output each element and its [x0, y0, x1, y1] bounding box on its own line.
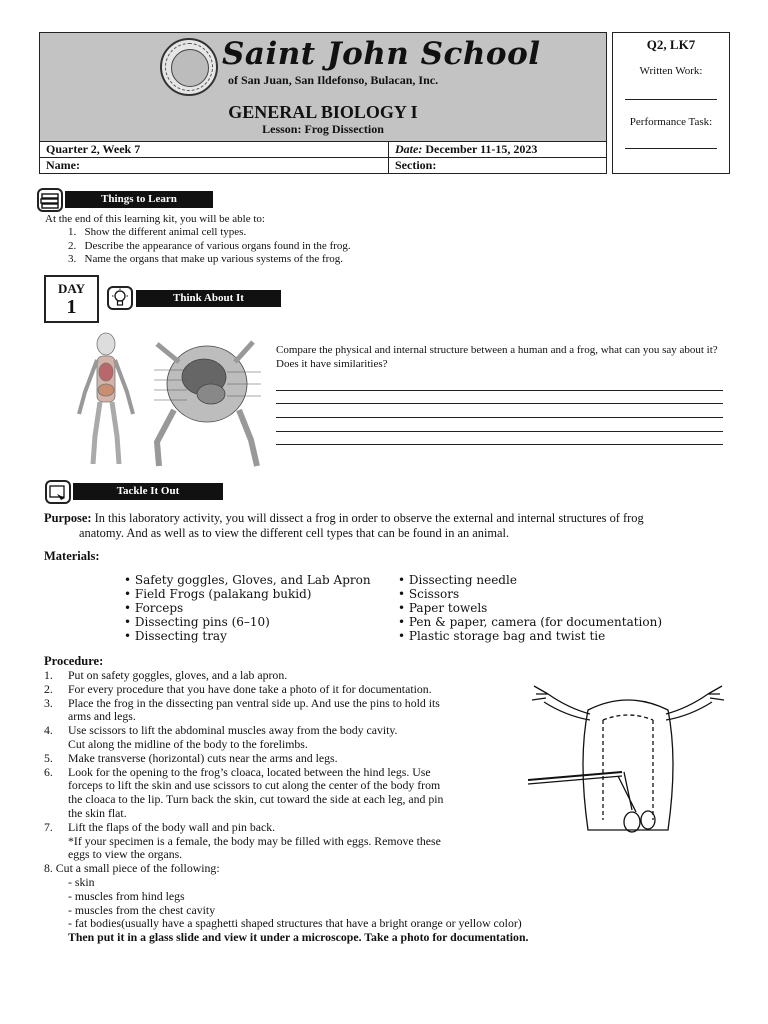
school-name: Saint John School — [222, 36, 541, 72]
list-item-continued: arms and legs. — [68, 709, 136, 724]
list-item: • Dissecting needle — [398, 573, 517, 587]
performance-task-label: Performance Task: — [629, 116, 713, 128]
purpose-paragraph: Purpose: In this laboratory activity, you will dissect a frog in order to observe the external and internal structures of frog anatomy. And as well as to view the different cell types that can be found in an animal. — [44, 511, 644, 540]
list-item: 6. Look for the opening to the frog’s cloaca, located between the hind legs. Use — [44, 764, 431, 779]
list-item-continued: Cut along the midline of the body to the forelimbs. — [68, 736, 308, 751]
list-item: - fat bodies(usually have a spaghetti shaped structures that have a bright orange or yellow color) — [68, 916, 522, 931]
hand-writing-icon — [45, 480, 71, 504]
lesson-title: Lesson: Frog Dissection — [262, 122, 384, 136]
list-item: • Dissecting tray — [124, 629, 227, 643]
kit-code: Q2, LK7 — [646, 37, 696, 52]
quarter-week: Quarter 2, Week 7 — [46, 142, 141, 156]
list-item: 3. Name the organs that make up various systems of the frog. — [68, 253, 344, 265]
list-item: 4. Use scissors to lift the abdominal muscles away from the body cavity. — [44, 723, 398, 738]
school-logo — [160, 38, 218, 96]
objectives-list — [68, 226, 351, 267]
score-box — [612, 32, 730, 174]
list-item: • Paper towels — [398, 601, 488, 615]
answer-line[interactable] — [276, 431, 723, 432]
day-box: DAY 1 — [44, 275, 99, 323]
school-address: of San Juan, San Ildefonso, Bulacan, Inc. — [228, 73, 439, 87]
things-to-learn-banner: Things to Learn — [65, 191, 213, 208]
materials-list-left — [124, 573, 371, 643]
section-field[interactable]: Section: — [395, 158, 437, 172]
book-icon — [37, 188, 63, 212]
list-item: 7. Lift the flaps of the body wall and pin back. — [44, 819, 276, 834]
objectives-intro: At the end of this learning kit, you will be able to: — [45, 213, 265, 225]
list-item: • Forceps — [124, 601, 184, 615]
frog-dissection-diagram — [528, 680, 728, 840]
materials-list-right — [398, 573, 662, 643]
performance-task-line[interactable] — [625, 148, 717, 149]
list-item: • Dissecting pins (6–10) — [124, 615, 270, 629]
list-item: 8. Cut a small piece of the following: — [44, 861, 220, 876]
written-work-line[interactable] — [625, 99, 717, 100]
human-frog-anatomy-image — [39, 332, 261, 468]
list-item: 1. Show the different animal cell types. — [68, 226, 247, 238]
info-table — [39, 142, 607, 174]
final-instruction: Then put it in a glass slide and view it under a microscope. Take a photo for documentation. — [68, 930, 529, 945]
answer-line[interactable] — [276, 444, 723, 445]
list-item: 2. For every procedure that you have done take a photo of it for documentation. — [44, 681, 432, 696]
list-item: • Field Frogs (palakang bukid) — [124, 587, 312, 601]
list-item: • Plastic storage bag and twist tie — [398, 629, 606, 643]
procedure-steps — [44, 669, 528, 945]
list-item-continued: forceps to lift the skin and use scissors to cut along the center of the body from — [68, 778, 441, 793]
list-item: - skin — [68, 874, 95, 889]
lightbulb-icon — [107, 286, 133, 310]
date-field: Date: December 11-15, 2023 — [395, 142, 538, 156]
list-item: • Pen & paper, camera (for documentation) — [398, 615, 663, 629]
list-item-continued: *If your specimen is a female, the body may be filled with eggs. Remove these — [68, 833, 441, 848]
list-item: - muscles from hind legs — [68, 888, 185, 903]
answer-line[interactable] — [276, 403, 723, 404]
materials-heading: Materials: — [44, 549, 100, 563]
procedure-heading: Procedure: — [44, 654, 104, 668]
list-item-continued: the cloaca to the lip. Turn back the skin, cut toward the side at each leg, and pin — [68, 792, 444, 807]
tackle-it-out-banner: Tackle It Out — [73, 483, 223, 500]
list-item: - muscles from the chest cavity — [68, 902, 216, 917]
think-question: Compare the physical and internal structure between a human and a frog, what can you say about it? Does it have similarities? — [276, 344, 718, 370]
subject-title: GENERAL BIOLOGY I — [228, 102, 418, 122]
list-item: • Scissors — [398, 587, 460, 601]
name-field[interactable]: Name: — [46, 158, 80, 172]
list-item: 1. Put on safety goggles, gloves, and a lab apron. — [44, 668, 288, 682]
answer-line[interactable] — [276, 417, 723, 418]
written-work-label: Written Work: — [639, 65, 703, 77]
list-item: 3. Place the frog in the dissecting pan ventral side up. And use the pins to hold its — [44, 695, 440, 710]
list-item-continued: eggs to view the organs. — [68, 847, 183, 862]
think-about-it-banner: Think About It — [136, 290, 281, 307]
list-item: 5. Make transverse (horizontal) cuts near the arms and legs. — [44, 750, 338, 765]
answer-line[interactable] — [276, 390, 723, 391]
list-item: 2. Describe the appearance of various organs found in the frog. — [68, 239, 351, 252]
list-item: • Safety goggles, Gloves, and Lab Apron — [124, 573, 371, 587]
list-item-continued: the skin flat. — [68, 805, 127, 820]
